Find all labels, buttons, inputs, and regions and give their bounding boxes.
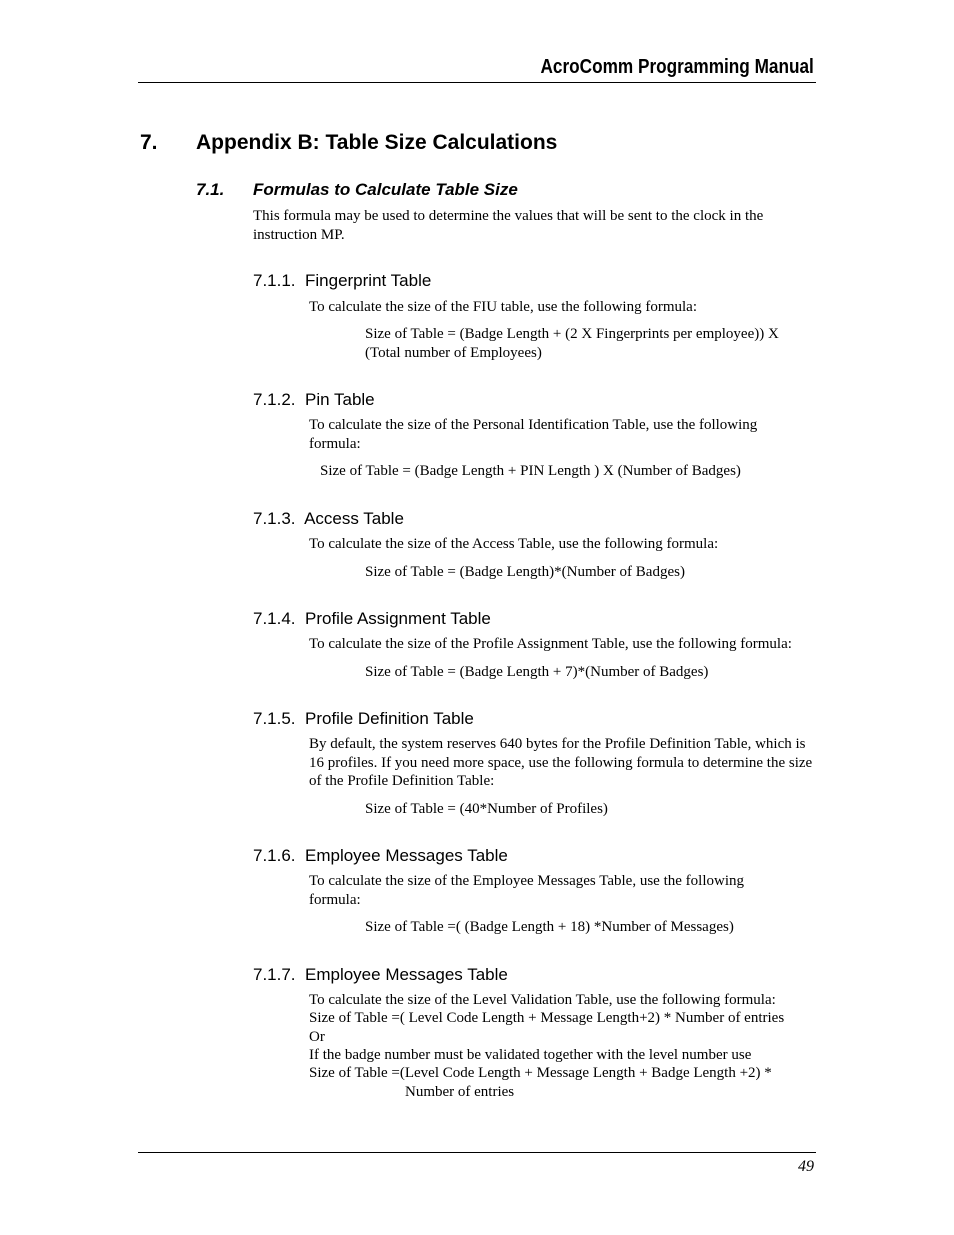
formula-line: Size of Table =( Level Code Length + Message Length+2) * Number of entries <box>309 1010 785 1026</box>
chapter-title: Appendix B: Table Size Calculations <box>196 131 558 154</box>
subsection-number: 7.1.7. <box>253 965 296 984</box>
subsection-number: 7.1.4. <box>253 609 296 628</box>
subsection-text: By default, the system reserves 640 bytes for the Profile Definition Table, which is 16 profiles. If you need more space, use the following formula to determine the size of the Profile Definition Table: <box>309 736 813 789</box>
subsection-text: To calculate the size of the Personal Identification Table, use the following formula: <box>309 417 758 452</box>
page-number: 49 <box>798 1158 814 1175</box>
subsection-text: To calculate the size of the Profile Assignment Table, use the following formula: <box>309 636 792 652</box>
formula-line: Number of entries <box>405 1084 515 1100</box>
formula: Size of Table =( (Badge Length + 18) *Number of Messages) <box>365 919 734 935</box>
subsection-heading <box>253 509 404 529</box>
header-title: AcroComm Programming Manual <box>540 56 814 78</box>
formula: Size of Table = (Badge Length + (2 X Fingerprints per employee)) X (Total number of Employees) <box>365 326 779 361</box>
formula: Size of Table = (Badge Length + 7)*(Number of Badges) <box>365 664 709 680</box>
subsection-line: If the badge number must be validated together with the level number use <box>309 1047 752 1063</box>
subsection-title: Employee Messages Table <box>305 846 508 865</box>
subsection-heading <box>253 609 491 629</box>
subsection-text: To calculate the size of the Access Table, use the following formula: <box>309 536 719 552</box>
subsection-number: 7.1.1. <box>253 271 296 290</box>
formula: Size of Table = (40*Number of Profiles) <box>365 801 608 817</box>
subsection-heading <box>253 390 375 410</box>
subsection-title: Profile Definition Table <box>305 709 474 728</box>
section-number: 7.1. <box>196 180 225 199</box>
section-intro: This formula may be used to determine the values that will be sent to the clock in the instruction MP. <box>253 208 764 243</box>
subsection-line: To calculate the size of the Level Validation Table, use the following formula: <box>309 992 776 1008</box>
section-title: Formulas to Calculate Table Size <box>253 180 518 199</box>
subsection-title: Access Table <box>304 509 404 528</box>
subsection-text: To calculate the size of the Employee Messages Table, use the following formula: <box>309 873 744 908</box>
subsection-title: Pin Table <box>305 390 375 409</box>
subsection-title: Fingerprint Table <box>305 271 432 290</box>
subsection-heading <box>253 846 508 866</box>
subsection-heading <box>253 271 431 291</box>
formula-line: Size of Table =(Level Code Length + Message Length + Badge Length +2) * <box>309 1065 772 1081</box>
subsection-number: 7.1.6. <box>253 846 296 865</box>
subsection-heading <box>253 965 508 985</box>
header-rule <box>138 82 816 83</box>
formula: Size of Table = (Badge Length + PIN Length ) X (Number of Badges) <box>320 463 741 479</box>
footer-rule <box>138 1152 816 1153</box>
subsection-line: Or <box>309 1029 325 1045</box>
formula: Size of Table = (Badge Length)*(Number of Badges) <box>365 564 685 580</box>
subsection-title: Profile Assignment Table <box>305 609 491 628</box>
subsection-number: 7.1.2. <box>253 390 296 409</box>
subsection-title: Employee Messages Table <box>305 965 508 984</box>
subsection-number: 7.1.5. <box>253 709 296 728</box>
chapter-number: 7. <box>140 131 158 154</box>
subsection-text: To calculate the size of the FIU table, use the following formula: <box>309 299 697 315</box>
subsection-number: 7.1.3. <box>253 509 296 528</box>
subsection-heading <box>253 709 474 729</box>
